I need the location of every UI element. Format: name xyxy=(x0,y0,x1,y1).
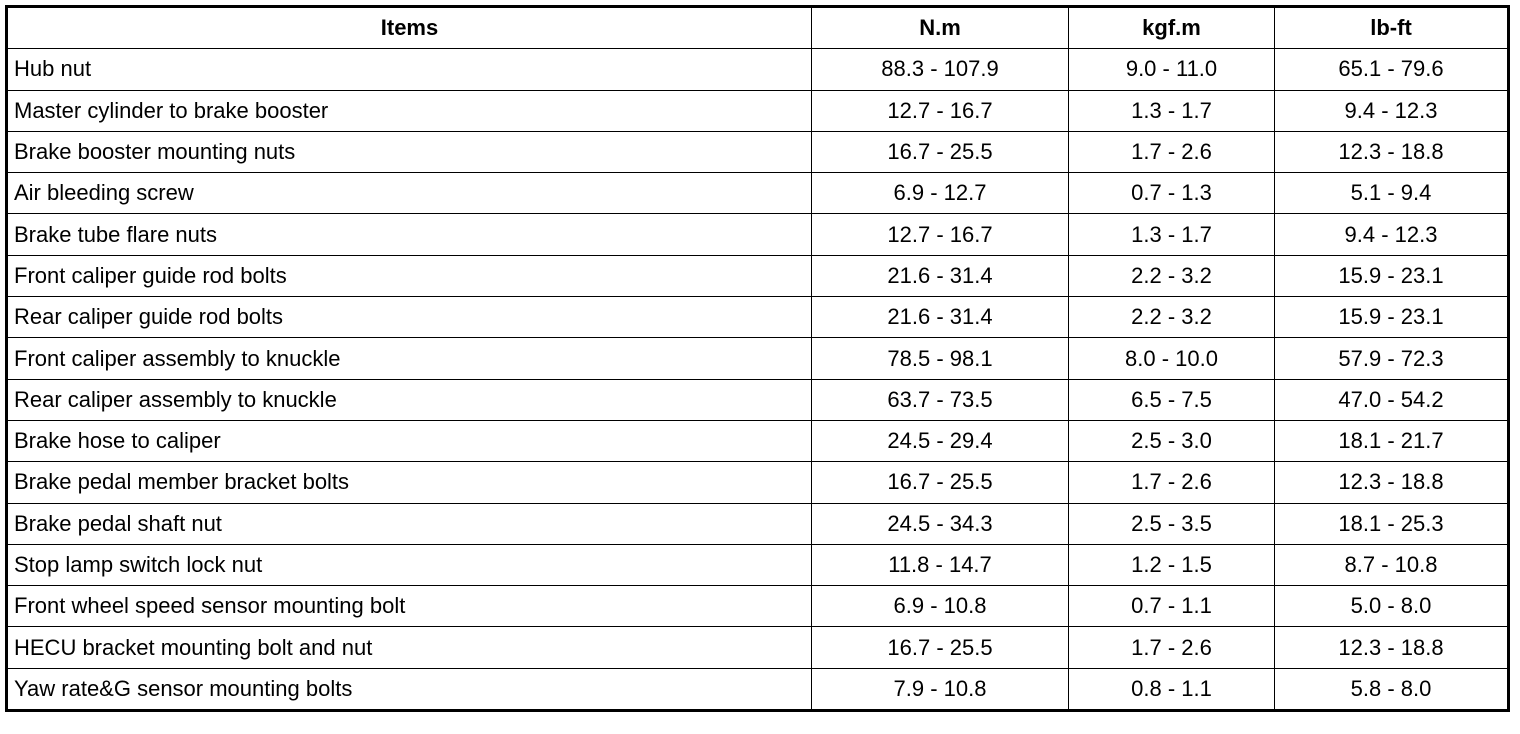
item-name-cell: Front caliper guide rod bolts xyxy=(7,255,812,296)
nm-value-cell: 24.5 - 34.3 xyxy=(812,503,1069,544)
item-name-cell: Front caliper assembly to knuckle xyxy=(7,338,812,379)
lbft-value-cell: 12.3 - 18.8 xyxy=(1275,627,1509,668)
lbft-value-cell: 18.1 - 21.7 xyxy=(1275,420,1509,461)
lbft-value-cell: 57.9 - 72.3 xyxy=(1275,338,1509,379)
nm-value-cell: 7.9 - 10.8 xyxy=(812,668,1069,710)
kgfm-value-cell: 2.2 - 3.2 xyxy=(1069,297,1275,338)
lbft-value-cell: 9.4 - 12.3 xyxy=(1275,90,1509,131)
lbft-value-cell: 5.1 - 9.4 xyxy=(1275,173,1509,214)
kgfm-value-cell: 1.7 - 2.6 xyxy=(1069,627,1275,668)
table-row xyxy=(7,627,1509,668)
item-name-cell: Brake tube flare nuts xyxy=(7,214,812,255)
kgfm-value-cell: 1.2 - 1.5 xyxy=(1069,544,1275,585)
nm-value-cell: 24.5 - 29.4 xyxy=(812,420,1069,461)
kgfm-value-cell: 1.7 - 2.6 xyxy=(1069,131,1275,172)
item-name-cell: Brake pedal member bracket bolts xyxy=(7,462,812,503)
item-name-cell: Front wheel speed sensor mounting bolt xyxy=(7,586,812,627)
table-row xyxy=(7,503,1509,544)
lbft-value-cell: 12.3 - 18.8 xyxy=(1275,131,1509,172)
table-row xyxy=(7,586,1509,627)
item-name-cell: Stop lamp switch lock nut xyxy=(7,544,812,585)
lbft-value-cell: 12.3 - 18.8 xyxy=(1275,462,1509,503)
item-name-cell: Brake booster mounting nuts xyxy=(7,131,812,172)
header-items: Items xyxy=(7,7,812,49)
table-row xyxy=(7,420,1509,461)
kgfm-value-cell: 1.7 - 2.6 xyxy=(1069,462,1275,503)
lbft-value-cell: 65.1 - 79.6 xyxy=(1275,49,1509,90)
nm-value-cell: 21.6 - 31.4 xyxy=(812,297,1069,338)
kgfm-value-cell: 0.8 - 1.1 xyxy=(1069,668,1275,710)
kgfm-value-cell: 6.5 - 7.5 xyxy=(1069,379,1275,420)
item-name-cell: Yaw rate&G sensor mounting bolts xyxy=(7,668,812,710)
table-row xyxy=(7,255,1509,296)
nm-value-cell: 6.9 - 10.8 xyxy=(812,586,1069,627)
nm-value-cell: 16.7 - 25.5 xyxy=(812,131,1069,172)
lbft-value-cell: 15.9 - 23.1 xyxy=(1275,297,1509,338)
nm-value-cell: 63.7 - 73.5 xyxy=(812,379,1069,420)
nm-value-cell: 16.7 - 25.5 xyxy=(812,462,1069,503)
torque-spec-table xyxy=(5,5,1510,712)
torque-spec-table-container xyxy=(5,5,1507,712)
item-name-cell: Rear caliper assembly to knuckle xyxy=(7,379,812,420)
header-lbft: lb-ft xyxy=(1275,7,1509,49)
lbft-value-cell: 8.7 - 10.8 xyxy=(1275,544,1509,585)
table-row xyxy=(7,297,1509,338)
item-name-cell: Rear caliper guide rod bolts xyxy=(7,297,812,338)
table-row xyxy=(7,214,1509,255)
kgfm-value-cell: 1.3 - 1.7 xyxy=(1069,214,1275,255)
item-name-cell: Hub nut xyxy=(7,49,812,90)
table-row xyxy=(7,131,1509,172)
nm-value-cell: 88.3 - 107.9 xyxy=(812,49,1069,90)
table-body xyxy=(7,49,1509,711)
nm-value-cell: 16.7 - 25.5 xyxy=(812,627,1069,668)
nm-value-cell: 6.9 - 12.7 xyxy=(812,173,1069,214)
item-name-cell: Master cylinder to brake booster xyxy=(7,90,812,131)
item-name-cell: Brake pedal shaft nut xyxy=(7,503,812,544)
kgfm-value-cell: 0.7 - 1.3 xyxy=(1069,173,1275,214)
kgfm-value-cell: 2.5 - 3.5 xyxy=(1069,503,1275,544)
item-name-cell: HECU bracket mounting bolt and nut xyxy=(7,627,812,668)
table-header-row xyxy=(7,7,1509,49)
header-kgfm: kgf.m xyxy=(1069,7,1275,49)
header-nm: N.m xyxy=(812,7,1069,49)
table-row xyxy=(7,90,1509,131)
lbft-value-cell: 5.0 - 8.0 xyxy=(1275,586,1509,627)
nm-value-cell: 12.7 - 16.7 xyxy=(812,90,1069,131)
lbft-value-cell: 5.8 - 8.0 xyxy=(1275,668,1509,710)
nm-value-cell: 11.8 - 14.7 xyxy=(812,544,1069,585)
table-row xyxy=(7,49,1509,90)
kgfm-value-cell: 2.2 - 3.2 xyxy=(1069,255,1275,296)
kgfm-value-cell: 2.5 - 3.0 xyxy=(1069,420,1275,461)
nm-value-cell: 12.7 - 16.7 xyxy=(812,214,1069,255)
item-name-cell: Air bleeding screw xyxy=(7,173,812,214)
kgfm-value-cell: 8.0 - 10.0 xyxy=(1069,338,1275,379)
lbft-value-cell: 18.1 - 25.3 xyxy=(1275,503,1509,544)
item-name-cell: Brake hose to caliper xyxy=(7,420,812,461)
lbft-value-cell: 9.4 - 12.3 xyxy=(1275,214,1509,255)
nm-value-cell: 78.5 - 98.1 xyxy=(812,338,1069,379)
lbft-value-cell: 47.0 - 54.2 xyxy=(1275,379,1509,420)
table-row xyxy=(7,668,1509,710)
table-row xyxy=(7,173,1509,214)
kgfm-value-cell: 0.7 - 1.1 xyxy=(1069,586,1275,627)
table-row xyxy=(7,462,1509,503)
table-row xyxy=(7,379,1509,420)
table-row xyxy=(7,338,1509,379)
kgfm-value-cell: 9.0 - 11.0 xyxy=(1069,49,1275,90)
lbft-value-cell: 15.9 - 23.1 xyxy=(1275,255,1509,296)
table-row xyxy=(7,544,1509,585)
nm-value-cell: 21.6 - 31.4 xyxy=(812,255,1069,296)
kgfm-value-cell: 1.3 - 1.7 xyxy=(1069,90,1275,131)
